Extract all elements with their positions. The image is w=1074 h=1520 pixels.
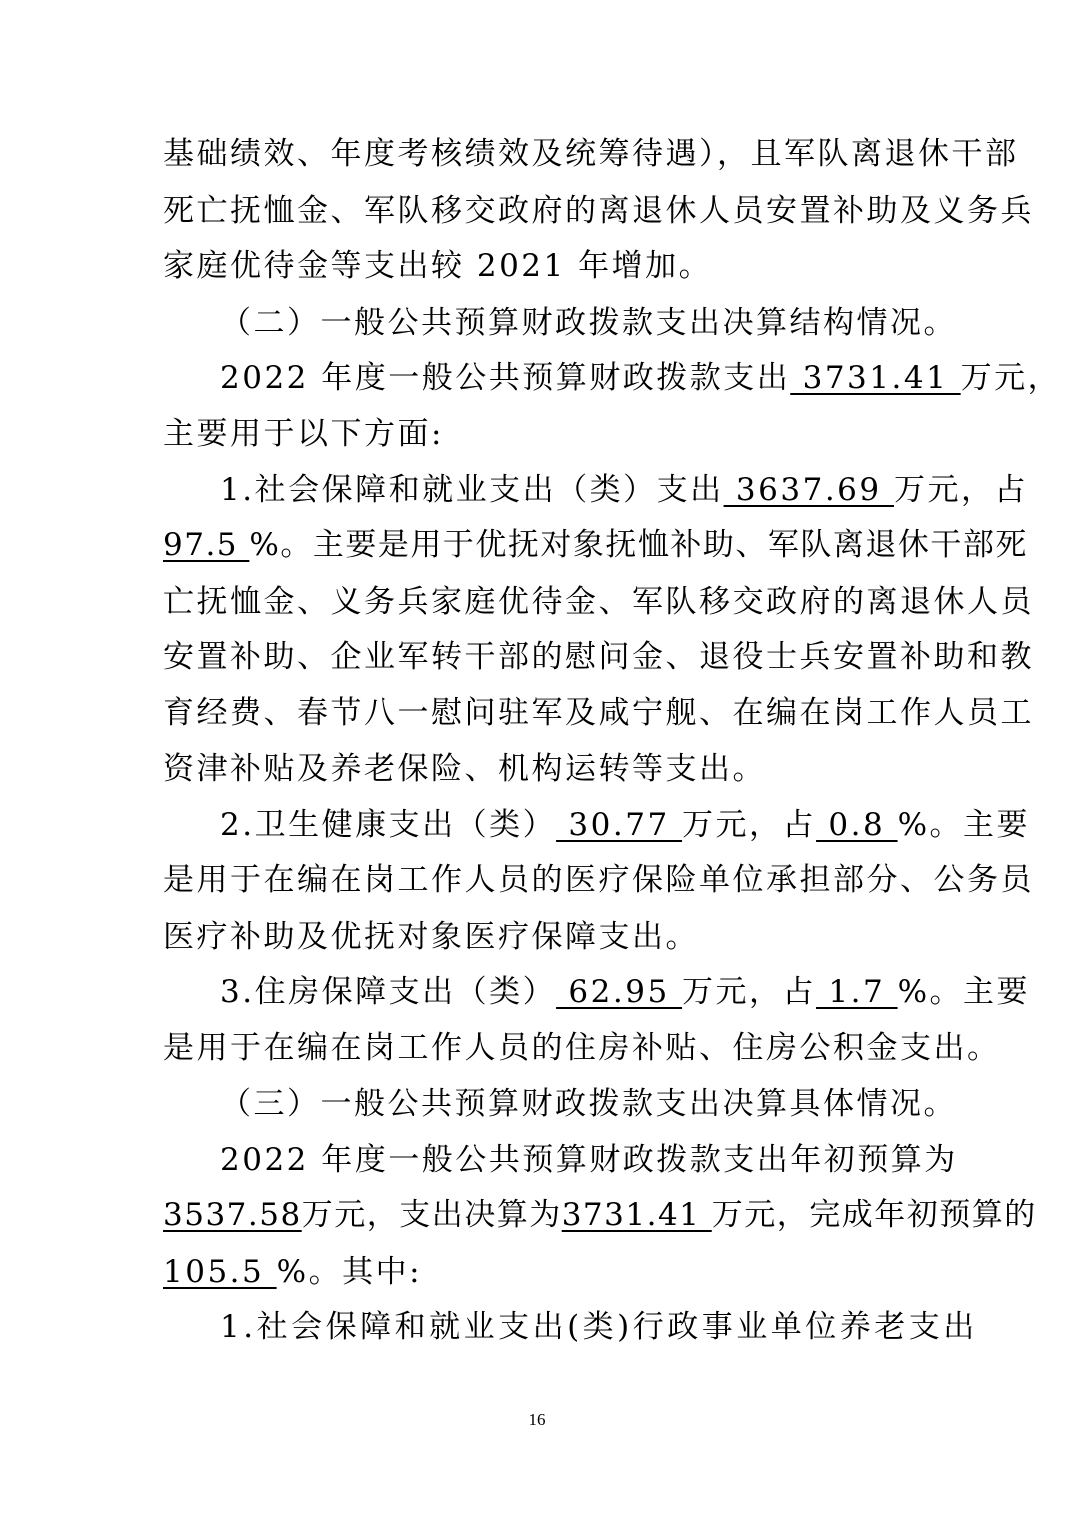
text-line: 2.卫生健康支出（类） 30.77 万元，占 0.8 %。主要 bbox=[220, 807, 1031, 843]
section-heading: （二）一般公共预算财政拨款支出决算结构情况。 bbox=[220, 305, 957, 341]
text-line: 1.社会保障和就业支出（类）支出 3637.69 万元，占 bbox=[220, 472, 1028, 508]
percent-underlined: 105.5 bbox=[163, 1254, 277, 1290]
text-line: 97.5 %。主要是用于优抚对象抚恤补助、军队离退休干部死 bbox=[163, 527, 1028, 563]
percent-underlined: 1.7 bbox=[816, 974, 898, 1010]
text-line: 亡抚恤金、义务兵家庭优待金、军队移交政府的离退休人员 bbox=[163, 584, 1034, 620]
percent-underlined: 97.5 bbox=[163, 527, 250, 563]
page-number: 16 bbox=[528, 1410, 546, 1429]
text-line: 资津补贴及养老保险、机构运转等支出。 bbox=[163, 751, 766, 787]
amount-underlined: 62.95 bbox=[556, 974, 683, 1010]
amount-underlined: 3537.58 bbox=[163, 1197, 302, 1233]
text-line: 105.5 %。其中: bbox=[163, 1254, 423, 1290]
text-line: 安置补助、企业军转干部的慰问金、退役士兵安置补助和教 bbox=[163, 639, 1034, 675]
text-line: 是用于在编在岗工作人员的住房补贴、住房公积金支出。 bbox=[163, 1030, 1001, 1066]
text-line: 育经费、春节八一慰问驻军及咸宁舰、在编在岗工作人员工 bbox=[163, 695, 1034, 731]
text-line: 家庭优待金等支出较 2021 年增加。 bbox=[163, 248, 713, 284]
text-line: 死亡抚恤金、军队移交政府的离退休人员安置补助及义务兵 bbox=[163, 193, 1034, 229]
amount-underlined: 30.77 bbox=[556, 807, 683, 843]
text-line: 医疗补助及优抚对象医疗保障支出。 bbox=[163, 919, 699, 955]
amount-underlined: 3731.41 bbox=[561, 1197, 712, 1233]
text-line: 是用于在编在岗工作人员的医疗保险单位承担部分、公务员 bbox=[163, 862, 1034, 898]
text-line: 3537.58万元，支出决算为3731.41 万元，完成年初预算的 bbox=[163, 1197, 1037, 1233]
text-line: 1.社会保障和就业支出(类)行政事业单位养老支出 bbox=[220, 1309, 978, 1345]
amount-underlined: 3637.69 bbox=[723, 472, 894, 508]
text-line: 基础绩效、年度考核绩效及统筹待遇），且军队离退休干部 bbox=[163, 136, 1019, 172]
section-heading: （三）一般公共预算财政拨款支出决算具体情况。 bbox=[220, 1086, 957, 1122]
text-line: 主要用于以下方面: bbox=[163, 416, 444, 452]
text-line: 3.住房保障支出（类） 62.95 万元，占 1.7 %。主要 bbox=[220, 974, 1031, 1010]
text-line: 2022 年度一般公共预算财政拨款支出年初预算为 bbox=[220, 1142, 958, 1178]
amount-underlined: 3731.41 bbox=[790, 360, 961, 396]
percent-underlined: 0.8 bbox=[816, 807, 898, 843]
text-line: 2022 年度一般公共预算财政拨款支出 3731.41 万元， bbox=[220, 360, 1062, 396]
